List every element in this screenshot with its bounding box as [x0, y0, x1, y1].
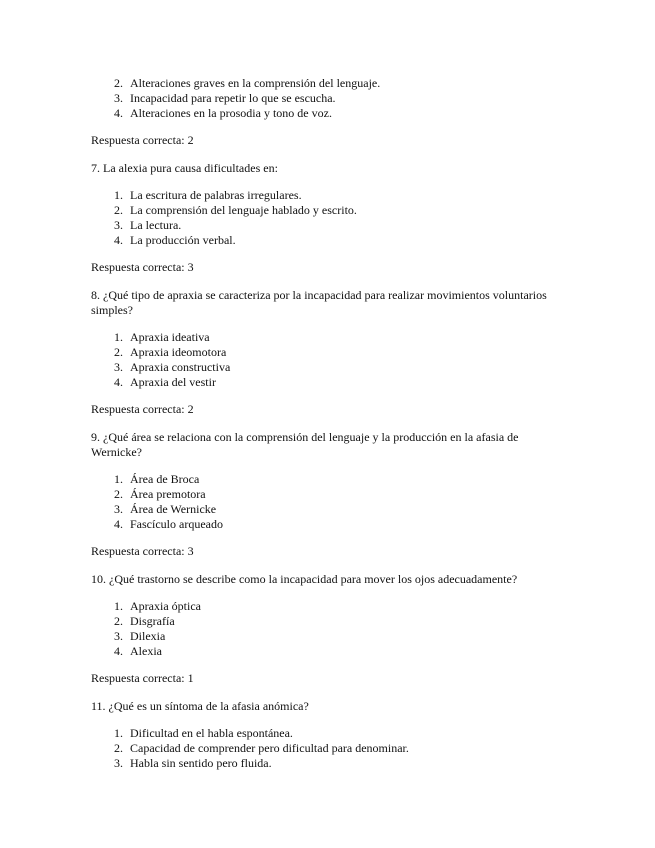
option-item: 1. Dificultad en el habla espontánea.	[114, 726, 293, 740]
option-list	[91, 76, 571, 121]
option-item: 1. La escritura de palabras irregulares.	[114, 188, 302, 202]
question-text: 10. ¿Qué trastorno se describe como la incapacidad para mover los ojos adecuadamente?	[91, 572, 518, 586]
option-item: 2. Alteraciones graves en la comprensión del lenguaje.	[114, 76, 381, 90]
option-item: 1. Área de Broca	[114, 472, 200, 486]
correct-answer: Respuesta correcta: 2	[91, 133, 194, 147]
option-item: 3. La lectura.	[114, 218, 182, 232]
correct-answer: Respuesta correcta: 3	[91, 544, 194, 558]
question-text: 7. La alexia pura causa dificultades en:	[91, 161, 278, 175]
question-text: 9. ¿Qué área se relaciona con la comprensión del lenguaje y la producción en la afasia de Wernicke?	[91, 430, 519, 459]
option-item: 4. La producción verbal.	[114, 233, 236, 247]
option-item: 3. Incapacidad para repetir lo que se escucha.	[114, 91, 336, 105]
option-item: 3. Apraxia constructiva	[114, 360, 231, 374]
option-list	[91, 330, 571, 390]
option-item: 2. La comprensión del lenguaje hablado y escrito.	[114, 203, 357, 217]
question-text: 8. ¿Qué tipo de apraxia se caracteriza por la incapacidad para realizar movimientos voluntarios simples?	[91, 288, 547, 317]
correct-answer: Respuesta correcta: 2	[91, 402, 194, 416]
option-list	[91, 599, 571, 659]
document-page	[91, 76, 571, 771]
option-list	[91, 726, 571, 771]
option-list	[91, 472, 571, 532]
correct-answer: Respuesta correcta: 3	[91, 260, 194, 274]
option-item: 2. Capacidad de comprender pero dificultad para denominar.	[114, 741, 409, 755]
correct-answer: Respuesta correcta: 1	[91, 671, 194, 685]
option-item: 4. Alteraciones en la prosodia y tono de voz.	[114, 106, 332, 120]
option-item: 1. Apraxia ideativa	[114, 330, 210, 344]
option-item: 4. Alexia	[114, 644, 162, 658]
option-item: 3. Habla sin sentido pero fluida.	[114, 756, 272, 770]
option-item: 1. Apraxia óptica	[114, 599, 201, 613]
option-item: 2. Disgrafía	[114, 614, 175, 628]
option-list	[91, 188, 571, 248]
option-item: 3. Dilexia	[114, 629, 166, 643]
option-item: 2. Apraxia ideomotora	[114, 345, 227, 359]
option-item: 4. Apraxia del vestir	[114, 375, 216, 389]
option-item: 2. Área premotora	[114, 487, 206, 501]
option-item: 4. Fascículo arqueado	[114, 517, 223, 531]
question-text: 11. ¿Qué es un síntoma de la afasia anómica?	[91, 699, 309, 713]
option-item: 3. Área de Wernicke	[114, 502, 217, 516]
